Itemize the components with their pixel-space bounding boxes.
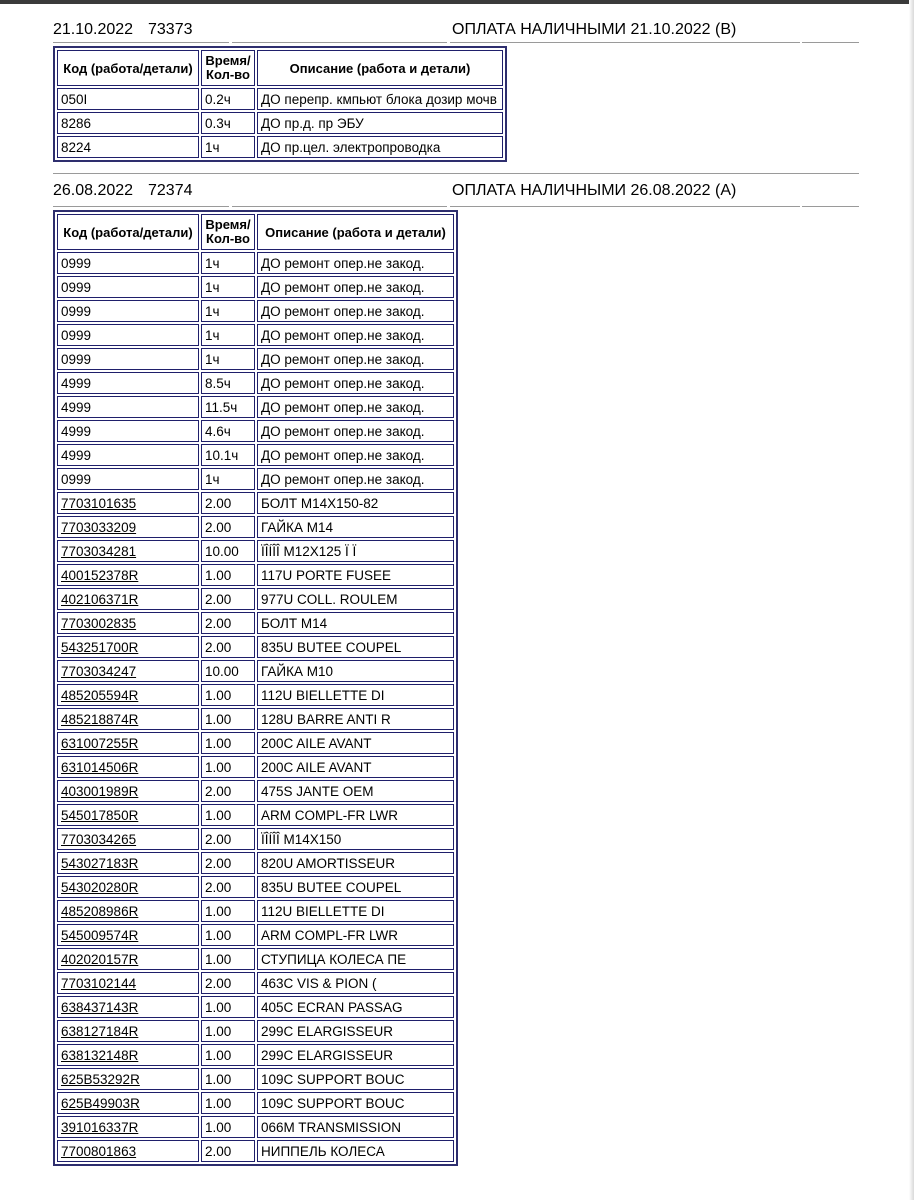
- item-description-cell: 475S JANTE OEM: [257, 780, 454, 802]
- item-code-cell: 0999: [57, 300, 199, 322]
- item-qty-cell: 2.00: [201, 1140, 255, 1162]
- table-row: [57, 276, 454, 298]
- item-code-cell[interactable]: [57, 1068, 199, 1090]
- item-code-link[interactable]: 391016337R: [61, 1119, 139, 1135]
- item-code-link[interactable]: 7703033209: [61, 519, 137, 535]
- item-qty-cell: 1.00: [201, 756, 255, 778]
- table-header-row: [57, 50, 503, 86]
- item-code-link[interactable]: 7703102144: [61, 975, 137, 991]
- item-qty-cell: 11.5ч: [201, 396, 255, 418]
- item-description-cell: 112U BIELLETTE DI: [257, 900, 454, 922]
- item-description-cell: 066M TRANSMISSION: [257, 1116, 454, 1138]
- item-qty-cell: 10.1ч: [201, 444, 255, 466]
- table-row: [57, 732, 454, 754]
- column-header-description: Описание (работа и детали): [257, 214, 454, 250]
- item-description-cell: 835U BUTEE COUPEL: [257, 876, 454, 898]
- table-row: [57, 588, 454, 610]
- item-qty-cell: 1.00: [201, 1116, 255, 1138]
- item-description-cell: ДО ремонт опер.не закод.: [257, 276, 454, 298]
- order-number: 73373: [148, 21, 193, 38]
- item-code-cell[interactable]: [57, 900, 199, 922]
- item-code-cell[interactable]: [57, 540, 199, 562]
- item-code-cell: 4999: [57, 396, 199, 418]
- item-qty-cell: 2.00: [201, 636, 255, 658]
- table-row: [57, 1140, 454, 1162]
- order-header: [53, 17, 859, 43]
- table-row: [57, 540, 454, 562]
- item-code-link[interactable]: 543027183R: [61, 855, 139, 871]
- item-description-cell: 109C SUPPORT BOUC: [257, 1092, 454, 1114]
- item-code-link[interactable]: 7703034247: [61, 663, 137, 679]
- item-description-cell: 977U COLL. ROULEM: [257, 588, 454, 610]
- item-code-cell[interactable]: [57, 684, 199, 706]
- item-description-cell: ДО ремонт опер.не закод.: [257, 372, 454, 394]
- table-row: [57, 756, 454, 778]
- table-row: [57, 88, 503, 110]
- item-qty-cell: 1ч: [201, 300, 255, 322]
- item-qty-cell: 1.00: [201, 924, 255, 946]
- table-row: [57, 136, 503, 158]
- table-row: [57, 804, 454, 826]
- payment-status: ОПЛАТА НАЛИЧНЫМИ 26.08.2022 (A): [452, 182, 737, 199]
- item-description-cell: 405C ECRAN PASSAG: [257, 996, 454, 1018]
- column-header-code: Код (работа/детали): [57, 214, 199, 250]
- table-row: [57, 300, 454, 322]
- order-items-table: [53, 46, 507, 162]
- item-code-cell[interactable]: [57, 732, 199, 754]
- item-code-link[interactable]: 631007255R: [61, 735, 139, 751]
- item-code-cell: 0999: [57, 324, 199, 346]
- item-description-cell: ГАЙКА М10: [257, 660, 454, 682]
- column-header-time: Время/ Кол-во: [201, 214, 255, 250]
- item-qty-cell: 1.00: [201, 1044, 255, 1066]
- right-page-shadow: [909, 0, 914, 1200]
- item-code-link[interactable]: 543020280R: [61, 879, 139, 895]
- item-qty-cell: 1.00: [201, 564, 255, 586]
- table-row: [57, 396, 454, 418]
- item-code-link[interactable]: 7700801863: [61, 1143, 137, 1159]
- item-code-cell[interactable]: [57, 588, 199, 610]
- item-description-cell: 299C ELARGISSEUR: [257, 1020, 454, 1042]
- item-code-link[interactable]: 7703101635: [61, 495, 137, 511]
- item-code-cell[interactable]: [57, 828, 199, 850]
- column-header-description: Описание (работа и детали): [257, 50, 503, 86]
- item-description-cell: ГАЙКА М14: [257, 516, 454, 538]
- item-code-cell[interactable]: [57, 876, 199, 898]
- item-qty-cell: 1.00: [201, 900, 255, 922]
- item-code-cell: 4999: [57, 372, 199, 394]
- item-code-cell[interactable]: [57, 924, 199, 946]
- item-code-link[interactable]: 7703034265: [61, 831, 137, 847]
- item-qty-cell: 1.00: [201, 804, 255, 826]
- item-description-cell: ДО ремонт опер.не закод.: [257, 444, 454, 466]
- item-qty-cell: 10.00: [201, 660, 255, 682]
- item-qty-cell: 8.5ч: [201, 372, 255, 394]
- item-code-cell[interactable]: [57, 756, 199, 778]
- table-row: [57, 708, 454, 730]
- item-code-cell[interactable]: [57, 804, 199, 826]
- item-qty-cell: 10.00: [201, 540, 255, 562]
- item-code-link[interactable]: 638132148R: [61, 1047, 139, 1063]
- item-description-cell: ARM COMPL-FR LWR: [257, 924, 454, 946]
- item-code-link[interactable]: 638437143R: [61, 999, 139, 1015]
- item-description-cell: БОЛТ М14Х150-82: [257, 492, 454, 514]
- item-qty-cell: 0.3ч: [201, 112, 255, 134]
- item-description-cell: ДО пр.цел. электропроводка: [257, 136, 503, 158]
- table-row: [57, 948, 454, 970]
- item-code-cell: 050I: [57, 88, 199, 110]
- item-qty-cell: 1.00: [201, 732, 255, 754]
- item-code-link[interactable]: 638127184R: [61, 1023, 139, 1039]
- item-code-cell: 0999: [57, 276, 199, 298]
- item-code-cell[interactable]: [57, 660, 199, 682]
- item-qty-cell: 1ч: [201, 324, 255, 346]
- order-date: 26.08.2022: [53, 182, 134, 199]
- table-row: [57, 516, 454, 538]
- order-header: [53, 173, 859, 199]
- column-header-time: Время/ Кол-во: [201, 50, 255, 86]
- item-code-link[interactable]: 545017850R: [61, 807, 139, 823]
- table-row: [57, 852, 454, 874]
- table-row: [57, 828, 454, 850]
- item-qty-cell: 0.2ч: [201, 88, 255, 110]
- item-description-cell: 200C AILE AVANT: [257, 756, 454, 778]
- item-description-cell: ÏÎÍÎÎ M12X125 Ï Ï: [257, 540, 454, 562]
- table-row: [57, 900, 454, 922]
- item-qty-cell: 1.00: [201, 1068, 255, 1090]
- table-row: [57, 972, 454, 994]
- header-divider: [53, 181, 229, 207]
- order-date: 21.10.2022: [53, 21, 134, 38]
- item-description-cell: СТУПИЦА КОЛЕСА ПЕ: [257, 948, 454, 970]
- item-description-cell: ДО ремонт опер.не закод.: [257, 348, 454, 370]
- item-description-cell: ДО ремонт опер.не закод.: [257, 468, 454, 490]
- item-code-link[interactable]: 485218874R: [61, 711, 139, 727]
- item-description-cell: ДО ремонт опер.не закод.: [257, 300, 454, 322]
- item-description-cell: ДО пр.д. пр ЭБУ: [257, 112, 503, 134]
- item-code-cell[interactable]: [57, 1020, 199, 1042]
- item-code-link[interactable]: 625B53292R: [61, 1071, 140, 1087]
- item-code-cell[interactable]: [57, 708, 199, 730]
- item-code-cell: 8286: [57, 112, 199, 134]
- item-code-cell[interactable]: [57, 852, 199, 874]
- header-divider: [232, 17, 447, 43]
- item-code-cell: 0999: [57, 348, 199, 370]
- order-items-table: [53, 210, 458, 1166]
- table-row: [57, 636, 454, 658]
- item-code-cell: 8224: [57, 136, 199, 158]
- item-description-cell: 117U PORTE FUSEE: [257, 564, 454, 586]
- header-divider: [802, 181, 859, 207]
- item-qty-cell: 1ч: [201, 348, 255, 370]
- item-qty-cell: 2.00: [201, 972, 255, 994]
- header-divider: [232, 181, 447, 207]
- item-qty-cell: 2.00: [201, 828, 255, 850]
- table-row: [57, 1116, 454, 1138]
- item-code-cell[interactable]: [57, 780, 199, 802]
- item-description-cell: ДО ремонт опер.не закод.: [257, 396, 454, 418]
- header-divider: [53, 17, 229, 43]
- item-code-cell[interactable]: [57, 948, 199, 970]
- item-description-cell: 112U BIELLETTE DI: [257, 684, 454, 706]
- header-divider: [450, 181, 800, 207]
- table-row: [57, 1020, 454, 1042]
- item-code-link[interactable]: 485208986R: [61, 903, 139, 919]
- item-qty-cell: 1.00: [201, 1020, 255, 1042]
- item-code-link[interactable]: 400152378R: [61, 567, 139, 583]
- order-number: 72374: [148, 182, 193, 199]
- item-qty-cell: 1ч: [201, 276, 255, 298]
- item-description-cell: ÏÎÍÎÎ M14X150: [257, 828, 454, 850]
- item-code-cell[interactable]: [57, 1092, 199, 1114]
- item-code-link[interactable]: 7703002835: [61, 615, 137, 631]
- table-row: [57, 444, 454, 466]
- item-qty-cell: 1.00: [201, 948, 255, 970]
- table-row: [57, 660, 454, 682]
- table-row: [57, 372, 454, 394]
- table-header-row: [57, 214, 454, 250]
- table-row: [57, 492, 454, 514]
- table-row: [57, 1044, 454, 1066]
- item-qty-cell: 2.00: [201, 612, 255, 634]
- table-row: [57, 924, 454, 946]
- item-code-cell[interactable]: [57, 492, 199, 514]
- item-code-link[interactable]: 403001989R: [61, 783, 139, 799]
- item-description-cell: БОЛТ М14: [257, 612, 454, 634]
- item-qty-cell: 2.00: [201, 852, 255, 874]
- item-description-cell: 463C VIS & PION (: [257, 972, 454, 994]
- item-qty-cell: 1.00: [201, 996, 255, 1018]
- item-qty-cell: 1.00: [201, 708, 255, 730]
- item-description-cell: 200C AILE AVANT: [257, 732, 454, 754]
- item-code-link[interactable]: 625B49903R: [61, 1095, 140, 1111]
- item-code-link[interactable]: 545009574R: [61, 927, 139, 943]
- item-qty-cell: 2.00: [201, 876, 255, 898]
- item-qty-cell: 1ч: [201, 468, 255, 490]
- table-row: [57, 564, 454, 586]
- table-row: [57, 468, 454, 490]
- item-code-cell: 0999: [57, 468, 199, 490]
- top-border: [0, 0, 914, 4]
- table-row: [57, 876, 454, 898]
- item-code-link[interactable]: 7703034281: [61, 543, 137, 559]
- item-description-cell: 820U AMORTISSEUR: [257, 852, 454, 874]
- table-row: [57, 112, 503, 134]
- item-code-link[interactable]: 402020157R: [61, 951, 139, 967]
- item-code-link[interactable]: 402106371R: [61, 591, 139, 607]
- payment-status: ОПЛАТА НАЛИЧНЫМИ 21.10.2022 (B): [452, 21, 737, 38]
- header-divider: [802, 17, 859, 43]
- table-row: [57, 1092, 454, 1114]
- item-description-cell: 835U BUTEE COUPEL: [257, 636, 454, 658]
- item-description-cell: НИППЕЛЬ КОЛЕСА: [257, 1140, 454, 1162]
- item-qty-cell: 4.6ч: [201, 420, 255, 442]
- table-row: [57, 780, 454, 802]
- item-code-cell[interactable]: [57, 516, 199, 538]
- item-code-cell[interactable]: [57, 1140, 199, 1162]
- table-row: [57, 420, 454, 442]
- item-description-cell: ДО ремонт опер.не закод.: [257, 420, 454, 442]
- table-row: [57, 1068, 454, 1090]
- item-qty-cell: 2.00: [201, 492, 255, 514]
- item-code-cell[interactable]: [57, 1116, 199, 1138]
- item-qty-cell: 1ч: [201, 252, 255, 274]
- item-code-cell[interactable]: [57, 972, 199, 994]
- item-description-cell: ARM COMPL-FR LWR: [257, 804, 454, 826]
- item-qty-cell: 2.00: [201, 588, 255, 610]
- item-code-cell[interactable]: [57, 1044, 199, 1066]
- table-row: [57, 324, 454, 346]
- item-code-cell: 4999: [57, 444, 199, 466]
- header-top-line: [53, 173, 859, 174]
- item-code-cell[interactable]: [57, 564, 199, 586]
- item-description-cell: 299C ELARGISSEUR: [257, 1044, 454, 1066]
- item-description-cell: ДО перепр. кмпьют блока дозир мочв: [257, 88, 503, 110]
- table-row: [57, 612, 454, 634]
- item-code-cell[interactable]: [57, 996, 199, 1018]
- table-row: [57, 996, 454, 1018]
- item-qty-cell: 2.00: [201, 780, 255, 802]
- item-qty-cell: 2.00: [201, 516, 255, 538]
- column-header-code: Код (работа/детали): [57, 50, 199, 86]
- item-qty-cell: 1.00: [201, 684, 255, 706]
- item-description-cell: 128U BARRE ANTI R: [257, 708, 454, 730]
- item-code-cell[interactable]: [57, 612, 199, 634]
- table-row: [57, 684, 454, 706]
- item-description-cell: 109C SUPPORT BOUC: [257, 1068, 454, 1090]
- item-qty-cell: 1ч: [201, 136, 255, 158]
- header-divider: [450, 17, 800, 43]
- item-qty-cell: 1.00: [201, 1092, 255, 1114]
- item-code-link[interactable]: 631014506R: [61, 759, 139, 775]
- item-code-cell: 4999: [57, 420, 199, 442]
- item-description-cell: ДО ремонт опер.не закод.: [257, 324, 454, 346]
- item-code-link[interactable]: 543251700R: [61, 639, 139, 655]
- table-row: [57, 252, 454, 274]
- item-code-cell: 0999: [57, 252, 199, 274]
- item-description-cell: ДО ремонт опер.не закод.: [257, 252, 454, 274]
- item-code-cell[interactable]: [57, 636, 199, 658]
- item-code-link[interactable]: 485205594R: [61, 687, 139, 703]
- table-row: [57, 348, 454, 370]
